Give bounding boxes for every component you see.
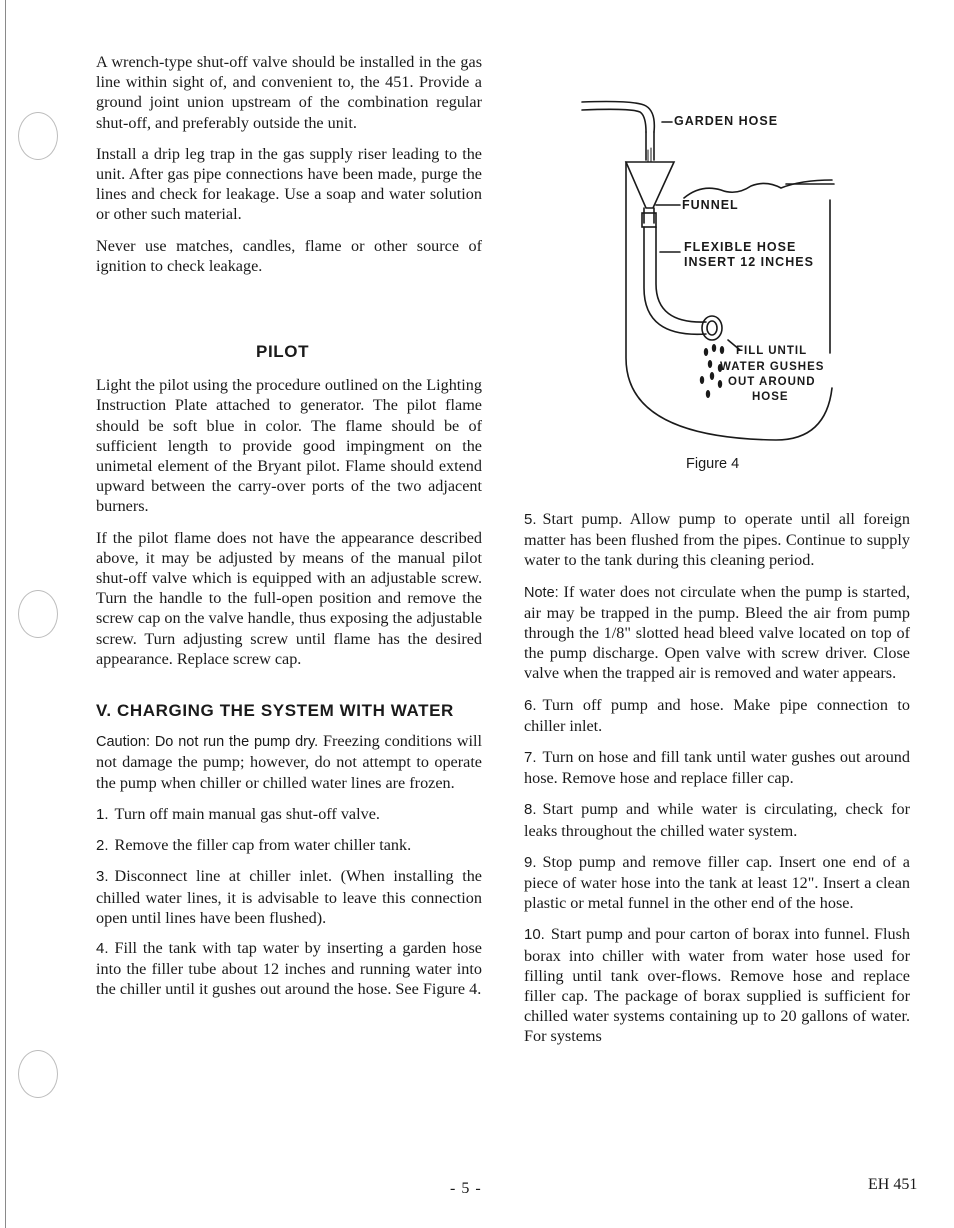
step-text: Turn on hose and fill tank until water gushes out around hose. Remove hose and replace filler cap.: [524, 748, 910, 788]
label-garden-hose: GARDEN HOSE: [674, 114, 779, 128]
step-1: [96, 804, 482, 825]
label-out-around: OUT AROUND: [728, 376, 816, 388]
label-insert-12-inches: INSERT 12 INCHES: [684, 255, 814, 269]
step-7: [524, 747, 910, 788]
step-text: Disconnect line at chiller inlet. (When installing the chilled water lines, it is advisable to leave this connection open until lines have been flushed).: [96, 867, 482, 927]
document-code: EH 451: [868, 1176, 918, 1193]
section-heading-pilot: PILOT: [256, 342, 310, 362]
step-number: 2.: [96, 837, 109, 855]
step-9: [524, 852, 910, 914]
step-text: Start pump and while water is circulating, check for leaks throughout the chilled water system.: [524, 800, 910, 840]
step-number: 3.: [96, 868, 109, 886]
garden-hose-line-inner: [582, 109, 646, 132]
step-text: Start pump and pour carton of borax into funnel. Flush borax into chiller with water from water hose used for filling until tank over-flows. Remove hose and replace filler cap. The package of borax supplied is sufficient for chilled water systems containing up to 20 gallons of water. For systems: [524, 925, 910, 1046]
note-text: If water does not circulate when the pump is started, air may be trapped in the pump. Bleed the air from pump through the 1/8" slotted head bleed valve located on top of the pump discharge. Open valve with screw driver. Close valve when the trapped air is removed and water appears.: [524, 582, 910, 683]
step-text: Turn off pump and hose. Make pipe connection to chiller inlet.: [524, 695, 910, 735]
left-column: [96, 52, 482, 1010]
label-flexible-hose: FLEXIBLE HOSE: [684, 240, 797, 254]
binding-edge-line: [5, 0, 6, 1228]
label-funnel: FUNNEL: [682, 198, 739, 212]
step-3: [96, 866, 482, 928]
step-text: Remove the filler cap from water chiller tank.: [114, 836, 412, 855]
step-10: [524, 924, 910, 1046]
paragraph-note: [524, 582, 910, 684]
step-2: [96, 835, 482, 856]
punch-hole-top: [18, 112, 58, 160]
step-number: 9.: [524, 853, 537, 871]
step-number: 10.: [524, 926, 545, 944]
label-water-gushes: WATER GUSHES: [720, 361, 825, 373]
step-5: [524, 509, 910, 571]
step-text: Stop pump and remove filler cap. Insert one end of a piece of water hose into the tank at least 12". Insert a clean plastic or metal funnel in the other end of the hose.: [524, 852, 910, 913]
step-text: Start pump. Allow pump to operate until all foreign matter has been flushed from the pipes. Continue to supply water to the tank during this cleaning period.: [524, 510, 910, 570]
step-8: [524, 799, 910, 840]
punch-hole-middle: [18, 590, 58, 638]
step-6: [524, 695, 910, 736]
caution-text: Freezing conditions will not damage the pump; however, do not attempt to operate the pump when chiller or chilled water lines are frozen.: [96, 732, 482, 792]
hose-outlet: [702, 316, 722, 340]
paragraph-pilot-adjust: If the pilot flame does not have the appearance described above, it may be adjusted by means of the manual pilot shut-off valve which is equipped with an adjustable screw. Turn the handle to the full-open position and remove the screw cap on the valve handle, thus exposing the adjustable screw. Turn adjusting screw until flame has the desired appearance. Replace screw cap.: [96, 528, 482, 668]
step-4: [96, 938, 482, 1000]
funnel-shape: [626, 162, 674, 208]
caution-label: Caution: Do not run the pump dry.: [96, 734, 319, 751]
step-number: 7.: [524, 749, 537, 767]
section-heading-charging: V. CHARGING THE SYSTEM WITH WATER: [96, 701, 454, 721]
paragraph-caution: [96, 731, 482, 793]
punch-hole-bottom: [18, 1050, 58, 1098]
paragraph-pilot-light: Light the pilot using the procedure outlined on the Lighting Instruction Plate attached to generator. The pilot flame should be soft blue in color. The flame should be of sufficient length to provide good impingment on the unimetal element of the Bryant pilot. Flame should extend upward between the carry-over ports of the two adjacent burners.: [96, 376, 482, 516]
label-fill-until: FILL UNTIL: [736, 345, 808, 357]
page-number: - 5 -: [450, 1180, 482, 1197]
figure-4: [576, 88, 886, 488]
step-text: Fill the tank with tap water by inserting a garden hose into the filler tube about 12 inches and running water into the chiller until it gushes out around the hose. See Figure 4.: [96, 938, 482, 999]
paragraph-never-use: Never use matches, candles, flame or other source of ignition to check leakage.: [96, 236, 482, 275]
step-number: 5.: [524, 511, 537, 528]
note-label: Note:: [524, 584, 559, 601]
right-column: [524, 509, 910, 1058]
step-number: 4.: [96, 939, 109, 957]
step-text: Turn off main manual gas shut-off valve.: [114, 804, 380, 823]
step-number: 6.: [524, 696, 537, 714]
step-number: 1.: [96, 805, 109, 823]
paragraph-drip-leg: Install a drip leg trap in the gas supply riser leading to the unit. After gas pipe connections have been made, purge the lines and check for leakage. Use a soap and water solution or other such material.: [96, 144, 482, 224]
figure-caption: Figure 4: [686, 456, 740, 472]
step-number: 8.: [524, 801, 537, 819]
paragraph-shutoff-valve: A wrench-type shut-off valve should be installed in the gas line within sight of, and convenient to, the 451. Provide a ground joint union upstream of the combination regular shut-off, and preferably outside the unit.: [96, 53, 482, 132]
label-hose: HOSE: [752, 391, 789, 403]
